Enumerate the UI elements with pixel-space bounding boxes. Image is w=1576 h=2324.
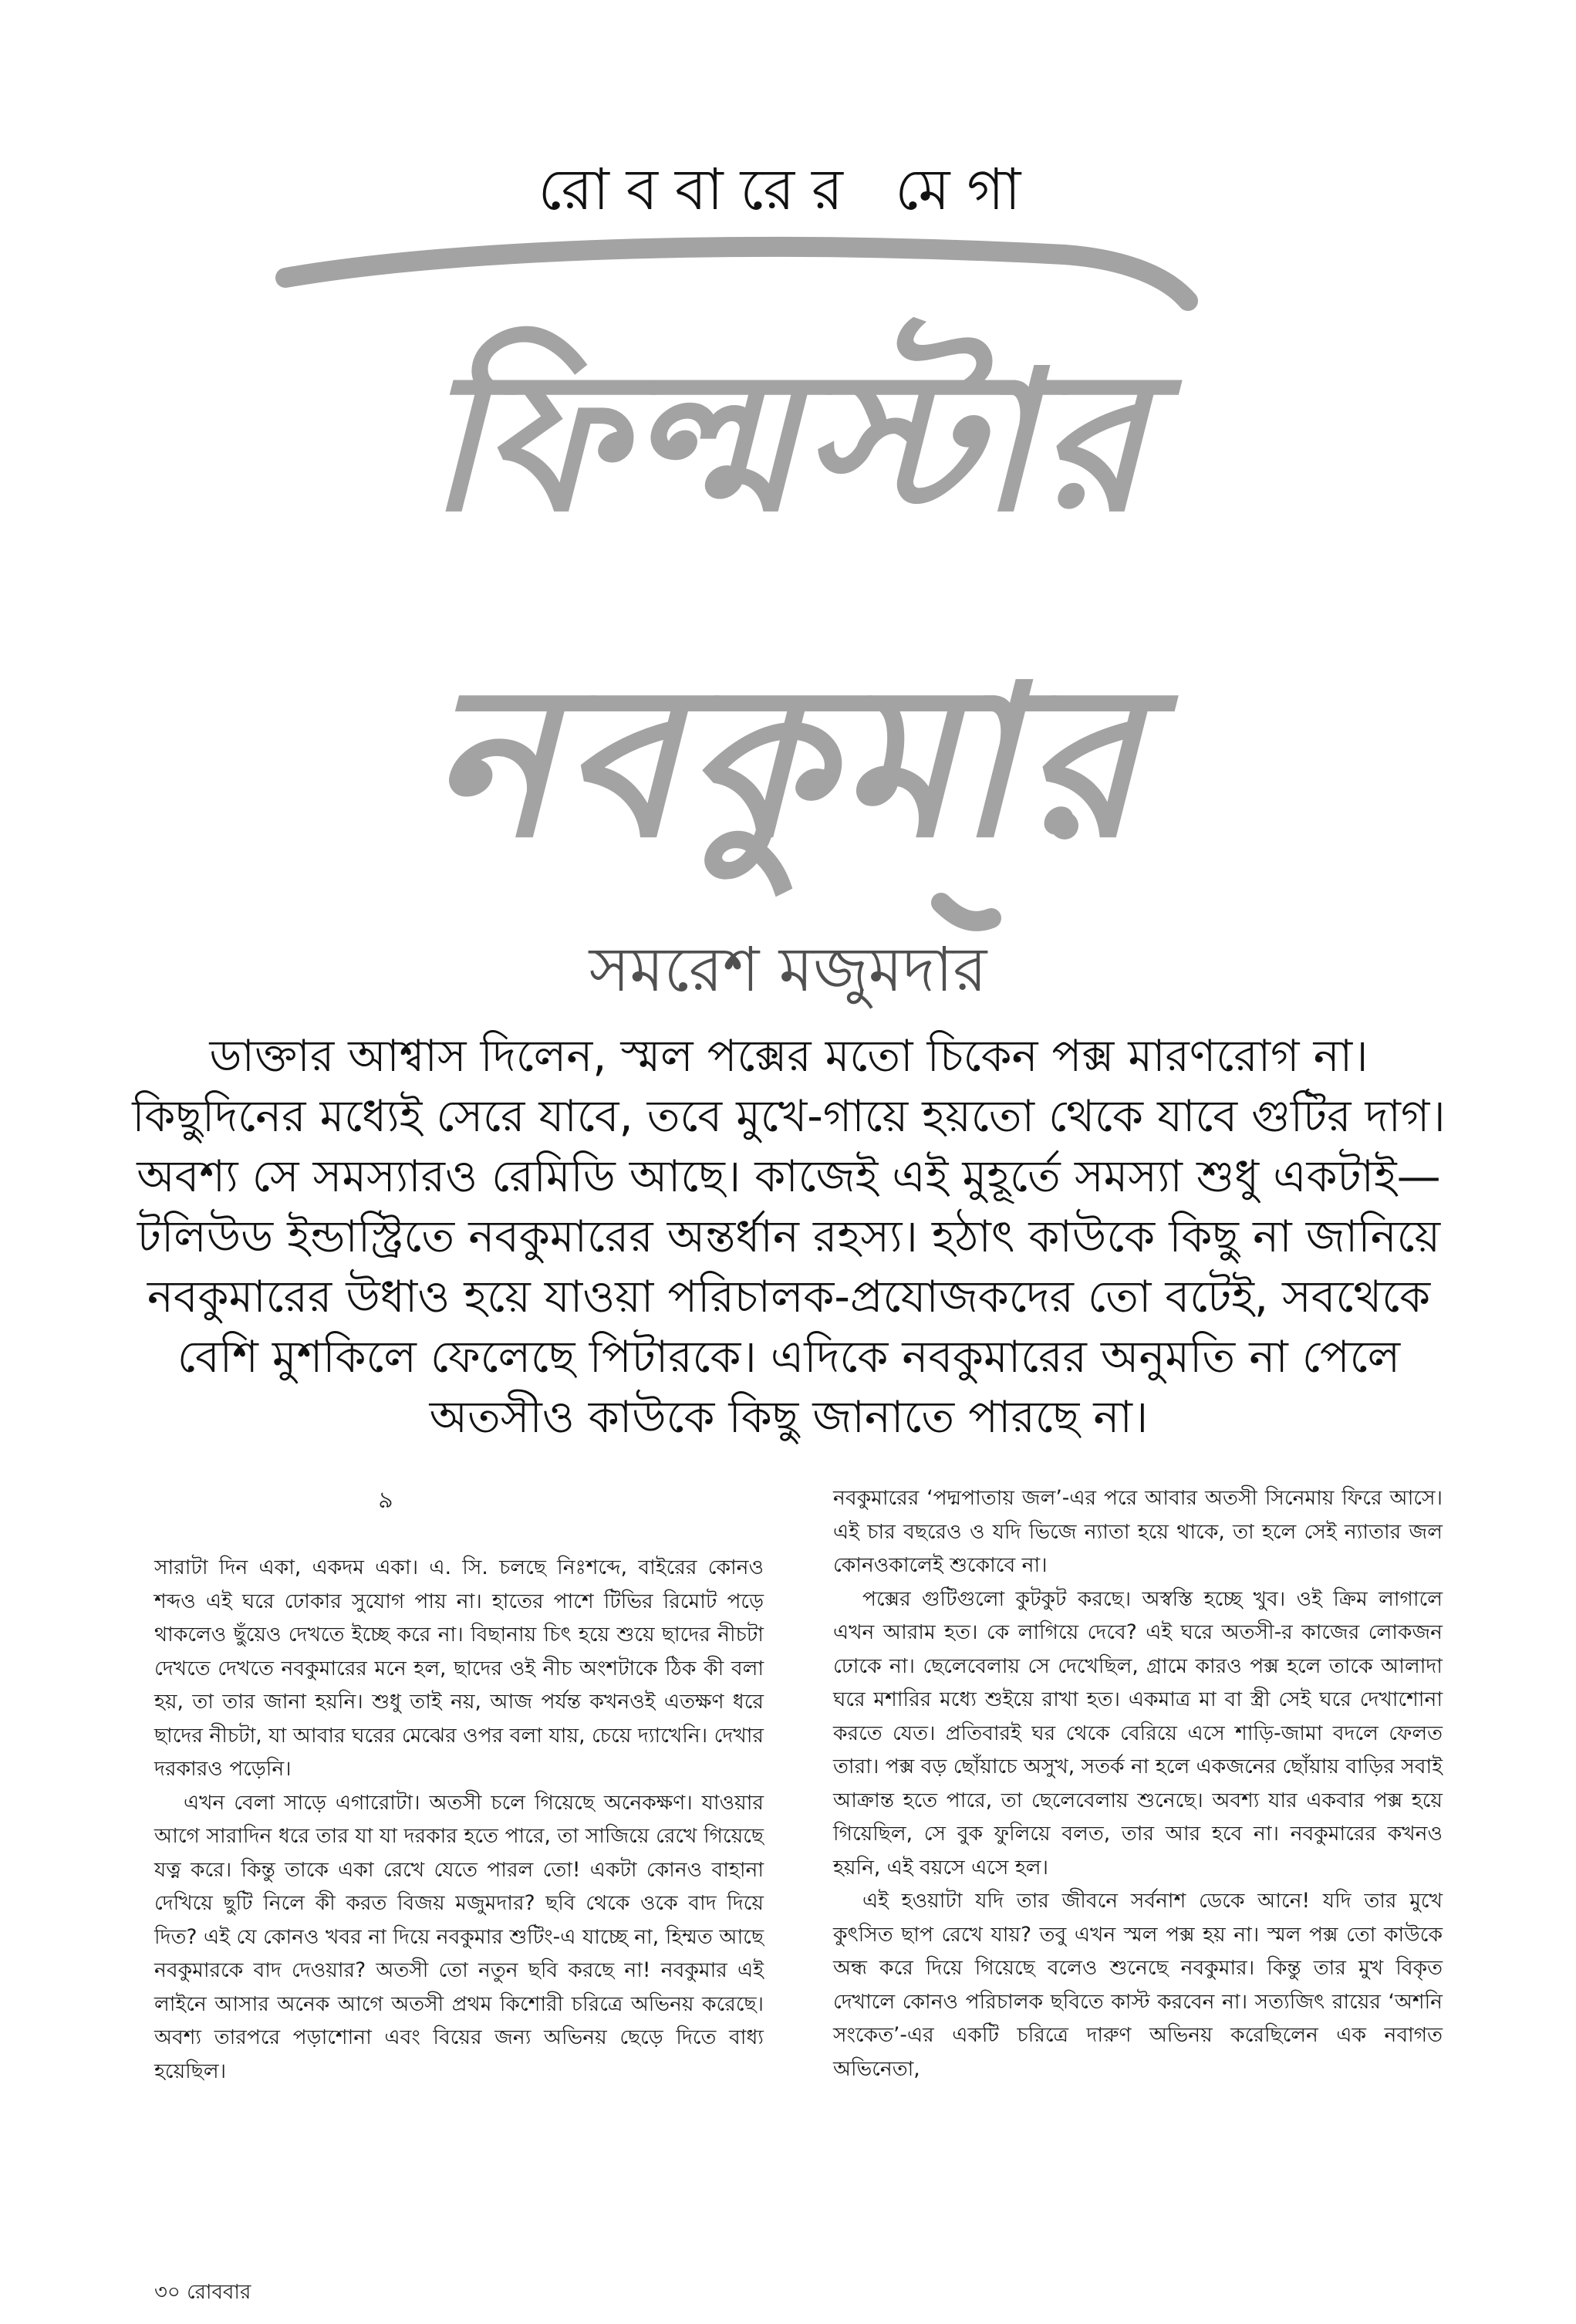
paragraph: এই হওয়াটা যদি তার জীবনে সর্বনাশ ডেকে আনে! যদি তার মুখে কুৎসিত ছাপ রেখে যায়? তবু এখন স্মল পক্স হয় না। স্মল পক্স তো কাউকে অন্ধ করে দিয়ে গিয়েছে বলেও শুনেছে নবকুমার। কিন্তু তার মুখ বিকৃত দেখালে কোনও পরিচালক ছবিতে কাস্ট করবেন না। সত্যজিৎ রায়ের ‘অশনি সংকেত’-এর একটি চরিত্রে দারুণ অভিনয় করেছিলেন এক নবাগত অভিনেতা, xyxy=(833,1889,1443,2081)
paragraph: পক্সের গুটিগুলো কুটকুট করছে। অস্বস্তি হচ্ছে খুব। ওই ক্রিম লাগালে এখন আরাম হত। কে লাগিয়ে দেবে? এই ঘরে অতসী-র কাজের লোকজন ঢোকে না। ছেলেবেলায় সে দেখেছিল, গ্রামে কারও পক্স হলে তাকে আলাদা ঘরে মশারির মধ্যে শুইয়ে রাখা হত। একমাত্র মা বা স্ত্রী সেই ঘরে দেখাশোনা করতে যেত। প্রতিবারই ঘর থেকে বেরিয়ে এসে শাড়ি-জামা বদলে ফেলত তারা। পক্স বড় ছোঁয়াচে অসুখ, সতর্ক না হলে একজনের ছোঁয়ায় বাড়ির সবাই আক্রান্ত হতে পারে, তা ছেলেবেলায় শুনেছে। অবশ্য যার একবার পক্স হয়ে গিয়েছিল, সে বুক ফুলিয়ে বলত, তার আর হবে না। নবকুমারের কখনও হয়নি, এই বয়সে এসে হল। xyxy=(833,1586,1443,1880)
story-title-line-2: নবকুমার xyxy=(430,640,1146,883)
story-title-line-1: ফিল্মস্টার xyxy=(427,329,1149,554)
right-column xyxy=(833,1481,1443,2086)
author-byline: সমরেশ মজুমদার xyxy=(589,934,987,1005)
left-column xyxy=(154,1551,764,2088)
chapter-number: ৯ xyxy=(378,1487,393,1514)
standfirst: ডাক্তার আশ্বাস দিলেন, স্মল পক্সের মতো চিকেন পক্স মারণরোগ না। কিছুদিনের মধ্যেই সেরে যাবে, তবে মুখে-গায়ে হয়তো থেকে যাবে গুটির দাগ। অবশ্য সে সমস্যারও রেমিডি আছে। কাজেই এই মুহূর্তে সমস্যা শুধু একটাই—টলিউড ইন্ডাস্ট্রিতে নবকুমারের অন্তর্ধান রহস্য। হঠাৎ কাউকে কিছু না জানিয়ে নবকুমারের উধাও হয়ে যাওয়া পরিচালক-প্রযোজকদের তো বটেই, সবথেকে বেশি মুশকিলে ফেলেছে পিটারকে। এদিকে নবকুমারের অনুমতি না পেলে অতসীও কাউকে কিছু জানাতে পারছে না। xyxy=(132,1031,1446,1443)
section-kicker: রোববারের মেগা xyxy=(538,157,1038,223)
paragraph: এখন বেলা সাড়ে এগারোটা। অতসী চলে গিয়েছে অনেকক্ষণ। যাওয়ার আগে সারাদিন ধরে তার যা যা দরকার হতে পারে, তা সাজিয়ে রেখে গিয়েছে যত্ন করে। কিন্তু তাকে একা রেখে যেতে পারল তো! একটা কোনও বাহানা দেখিয়ে ছুটি নিলে কী করত বিজয় মজুমদার? ছবি থেকে ওকে বাদ দিয়ে দিত? এই যে কোনও খবর না দিয়ে নবকুমার শুটিং-এ যাচ্ছে না, হিম্মত আছে নবকুমারকে বাদ দেওয়ার? অতসী তো নতুন ছবি করছে না! নবকুমার এই লাইনে আসার অনেক আগে অতসী প্রথম কিশোরী চরিত্রে অভিনয় করেছে। অবশ্য তারপরে পড়াশোনা এবং বিয়ের জন্য অভিনয় ছেড়ে দিতে বাধ্য হয়েছিল। xyxy=(154,1790,764,2083)
paragraph: নবকুমারের ‘পদ্মপাতায় জল’-এর পরে আবার অতসী সিনেমায় ফিরে আসে। এই চার বছরেও ও যদি ভিজে ন্যাতা হয়ে থাকে, তা হলে সেই ন্যাতার জল কোনওকালেই শুকোবে না। xyxy=(833,1486,1443,1577)
page-folio: ৩০ রোববার xyxy=(154,2281,251,2304)
paragraph: সারাটা দিন একা, একদম একা। এ. সি. চলছে নিঃশব্দে, বাইরের কোনও শব্দও এই ঘরে ঢোকার সুযোগ পায় না। হাতের পাশে টিভির রিমোট পড়ে থাকলেও ছুঁয়েও দেখতে ইচ্ছে করে না। বিছানায় চিৎ হয়ে শুয়ে ছাদের নীচটা দেখতে দেখতে নবকুমারের মনে হল, ছাদের ওই নীচ অংশটাকে ঠিক কী বলা হয়, তা তার জানা হয়নি। শুধু তাই নয়, আজ পর্যন্ত কখনওই এতক্ষণ ধরে ছাদের নীচটা, যা আবার ঘরের মেঝের ওপর বলা যায়, চেয়ে দ্যাখেনি। দেখার দরকারও পড়েনি। xyxy=(154,1556,764,1781)
